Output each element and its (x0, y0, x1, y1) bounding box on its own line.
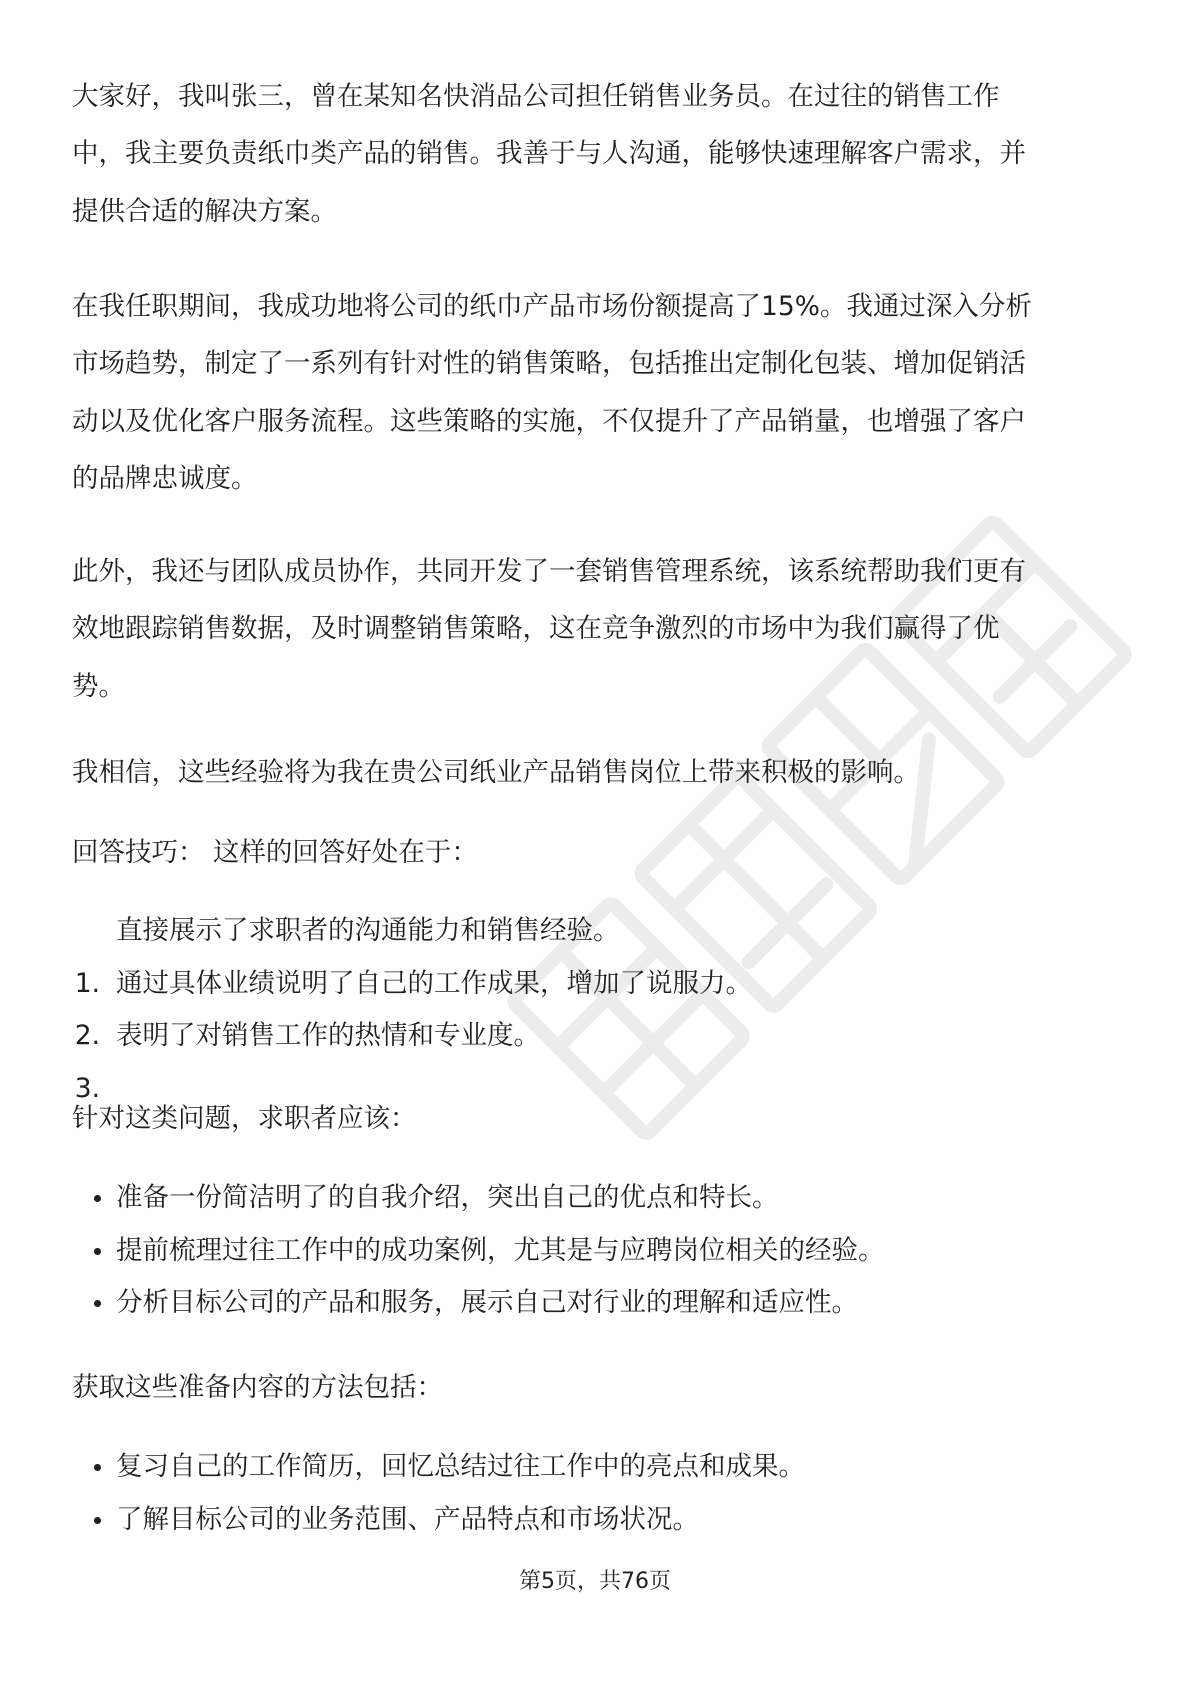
advice-text: 提前梳理过往工作中的成功案例，尤其是与应聘岗位相关的经验。 (116, 1234, 885, 1266)
method-text: 复习自己的工作简历，回忆总结过往工作中的亮点和成果。 (116, 1451, 805, 1482)
tips-list (72, 905, 1132, 1104)
bullet-dot-icon (94, 1464, 101, 1471)
list-number: 3. (74, 1072, 100, 1104)
bullet-dot-icon (94, 1248, 101, 1255)
advice-item-3 (72, 1277, 1132, 1330)
paragraph-line: 效地跟踪销售数据，及时调整销售策略，这在竞争激烈的市场中为我们赢得了优 (72, 613, 1000, 645)
paragraph-line: 大家好，我叫张三，曾在某知名快消品公司担任销售业务员。在过往的销售工作 (72, 81, 1000, 112)
tips-heading-text: 回答技巧： 这样的回答好处在于： (72, 837, 478, 868)
list-number: 1. (74, 967, 100, 999)
advice-item-2 (72, 1225, 1132, 1278)
paragraph-line: 提供合适的解决方案。 (72, 195, 337, 227)
answer-paragraph-1 (72, 68, 1132, 240)
list-number: 2. (74, 1020, 100, 1051)
methods-heading-text: 获取这些准备内容的方法包括： (72, 1372, 443, 1403)
tip-text: 通过具体业绩说明了自己的工作成果，增加了说服力。 (116, 967, 752, 999)
tips-heading (72, 824, 1132, 881)
tip-item-3 (72, 1010, 1132, 1104)
paragraph-line: 在我任职期间，我成功地将公司的纸巾产品市场份额提高了15%。我通过深入分析 (72, 291, 1032, 322)
methods-heading (72, 1359, 1132, 1416)
paragraph-line: 市场趋势，制定了一系列有针对性的销售策略，包括推出定制化包装、增加促销活 (72, 348, 1026, 380)
method-text: 了解目标公司的业务范围、产品特点和市场状况。 (116, 1503, 699, 1535)
advice-item-1 (72, 1172, 1132, 1225)
paragraph-line: 的品牌忠诚度。 (72, 463, 258, 495)
answer-paragraph-3 (72, 543, 1132, 715)
advice-heading (72, 1090, 1132, 1147)
tip-text: 表明了对销售工作的热情和专业度。 (116, 1020, 540, 1051)
advice-text: 准备一份简洁明了的自我介绍，突出自己的优点和特长。 (116, 1182, 779, 1213)
answer-paragraph-4 (72, 744, 1132, 801)
answer-paragraph-2 (72, 278, 1132, 508)
methods-list (72, 1441, 1132, 1546)
bullet-dot-icon (94, 1195, 101, 1202)
advice-list (72, 1172, 1132, 1330)
paragraph-line: 此外，我还与团队成员协作，共同开发了一套销售管理系统，该系统帮助我们更有 (72, 556, 1026, 587)
advice-text: 分析目标公司的产品和服务，展示自己对行业的理解和适应性。 (116, 1287, 858, 1318)
paragraph-line: 我相信，这些经验将为我在贵公司纸业产品销售岗位上带来积极的影响。 (72, 757, 920, 788)
bullet-dot-icon (94, 1300, 101, 1307)
method-item-2 (72, 1494, 1132, 1547)
page-number-footer: 第5页，共76页 (519, 1569, 671, 1594)
method-item-1 (72, 1441, 1132, 1494)
paragraph-line: 动以及优化客户服务流程。这些策略的实施，不仅提升了产品销量，也增强了客户 (72, 405, 1026, 437)
bullet-dot-icon (94, 1517, 101, 1524)
advice-heading-text: 针对这类问题，求职者应该： (72, 1103, 417, 1134)
paragraph-line: 中，我主要负责纸巾类产品的销售。我善于与人沟通，能够快速理解客户需求，并 (72, 138, 1026, 170)
paragraph-line: 势。 (72, 670, 125, 702)
tip-text: 直接展示了求职者的沟通能力和销售经验。 (116, 915, 620, 946)
